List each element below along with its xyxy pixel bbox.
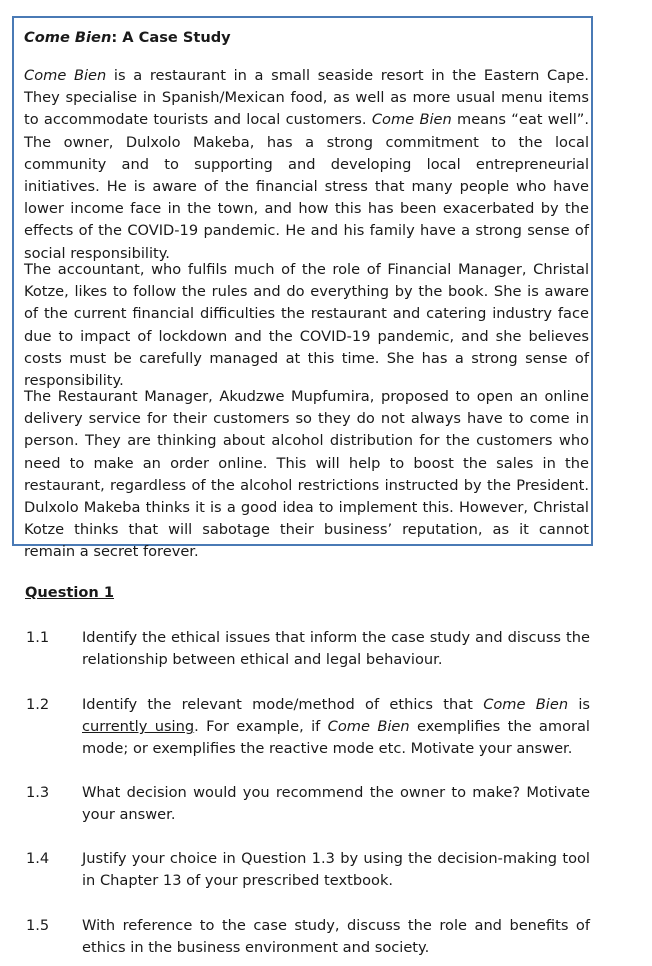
paragraph-text: is a restaurant in a small seaside resort in the Eastern Cape. They specialise in Spanish/Mexican food, as well as more usual menu items to accommodate tourists and local customers. xyxy=(24,67,589,129)
question-text-part: Identify the relevant mode/method of ethics that xyxy=(82,696,484,713)
restaurant-name: Come Bien xyxy=(371,111,452,129)
case-study-box xyxy=(12,16,593,561)
question-text-1-3: What decision would you recommend the owner to make? Motivate your answer. xyxy=(82,784,590,824)
question-text-1-4: Justify your choice in Question 1.3 by using the decision-making tool in Chapter 13 of your prescribed textbook. xyxy=(82,850,590,890)
title-restaurant-name: Come Bien xyxy=(24,29,112,46)
question-number: 1.5 xyxy=(26,917,50,934)
underlined-emphasis: currently using xyxy=(82,718,195,736)
question-text-1-1: Identify the ethical issues that inform the case study and discuss the relationship between ethical and legal behaviour. xyxy=(82,629,590,669)
case-paragraph-3: The Restaurant Manager, Akudzwe Mupfumira, proposed to open an online delivery service for their customers so they do not always have to come in person. They are thinking about alcohol distribution for the customers who need to make an order online. This will help to boost the sales in the restaurant, regardless of the alcohol restrictions instructed by the President. Dulxolo Makeba thinks it is a good idea to implement this. However, Christal Kotze thinks that will sabotage their business’ reputation, as it cannot remain a secret forever. xyxy=(24,388,589,561)
restaurant-name: Come Bien xyxy=(327,718,410,736)
question-text-part: . For example, if xyxy=(194,718,328,736)
question-number: 1.2 xyxy=(26,696,50,713)
restaurant-name: Come Bien xyxy=(483,696,569,713)
case-paragraph-2: The accountant, who fulfils much of the role of Financial Manager, Christal Kotze, likes to follow the rules and do everything by the book. She is aware of the current financial difficulties the restaurant and catering industry face due to impact of lockdown and the COVID-19 pandemic, and she believes costs must be carefully managed at this time. She has a strong sense of responsibility. xyxy=(24,261,589,390)
question-heading: Question 1 xyxy=(25,584,115,601)
title-suffix: : A Case Study xyxy=(111,29,231,46)
case-paragraph-1 xyxy=(24,65,589,265)
paragraph-text: means “eat well”. The owner, Dulxolo Makeba, has a strong commitment to the local community and to supporting and developing local entrepreneurial initiatives. He is aware of the financial stress that many people who have lower income face in the town, and how this has been exacerbated by the effects of the COVID-19 pandemic. He and his family have a strong sense of social responsibility. xyxy=(24,111,589,262)
question-text-part: is xyxy=(568,696,591,713)
question-text-1-2 xyxy=(82,694,590,761)
question-text-part: exemplifies the amoral mode; or exemplifies the reactive mode etc. Motivate your answer. xyxy=(82,718,590,758)
question-number: 1.4 xyxy=(26,850,50,867)
question-number: 1.3 xyxy=(26,784,50,801)
question-number: 1.1 xyxy=(26,629,50,646)
question-text-1-5: With reference to the case study, discuss the role and benefits of ethics in the business environment and society. xyxy=(82,917,590,957)
case-study-title xyxy=(24,28,231,48)
restaurant-name: Come Bien xyxy=(24,67,107,84)
